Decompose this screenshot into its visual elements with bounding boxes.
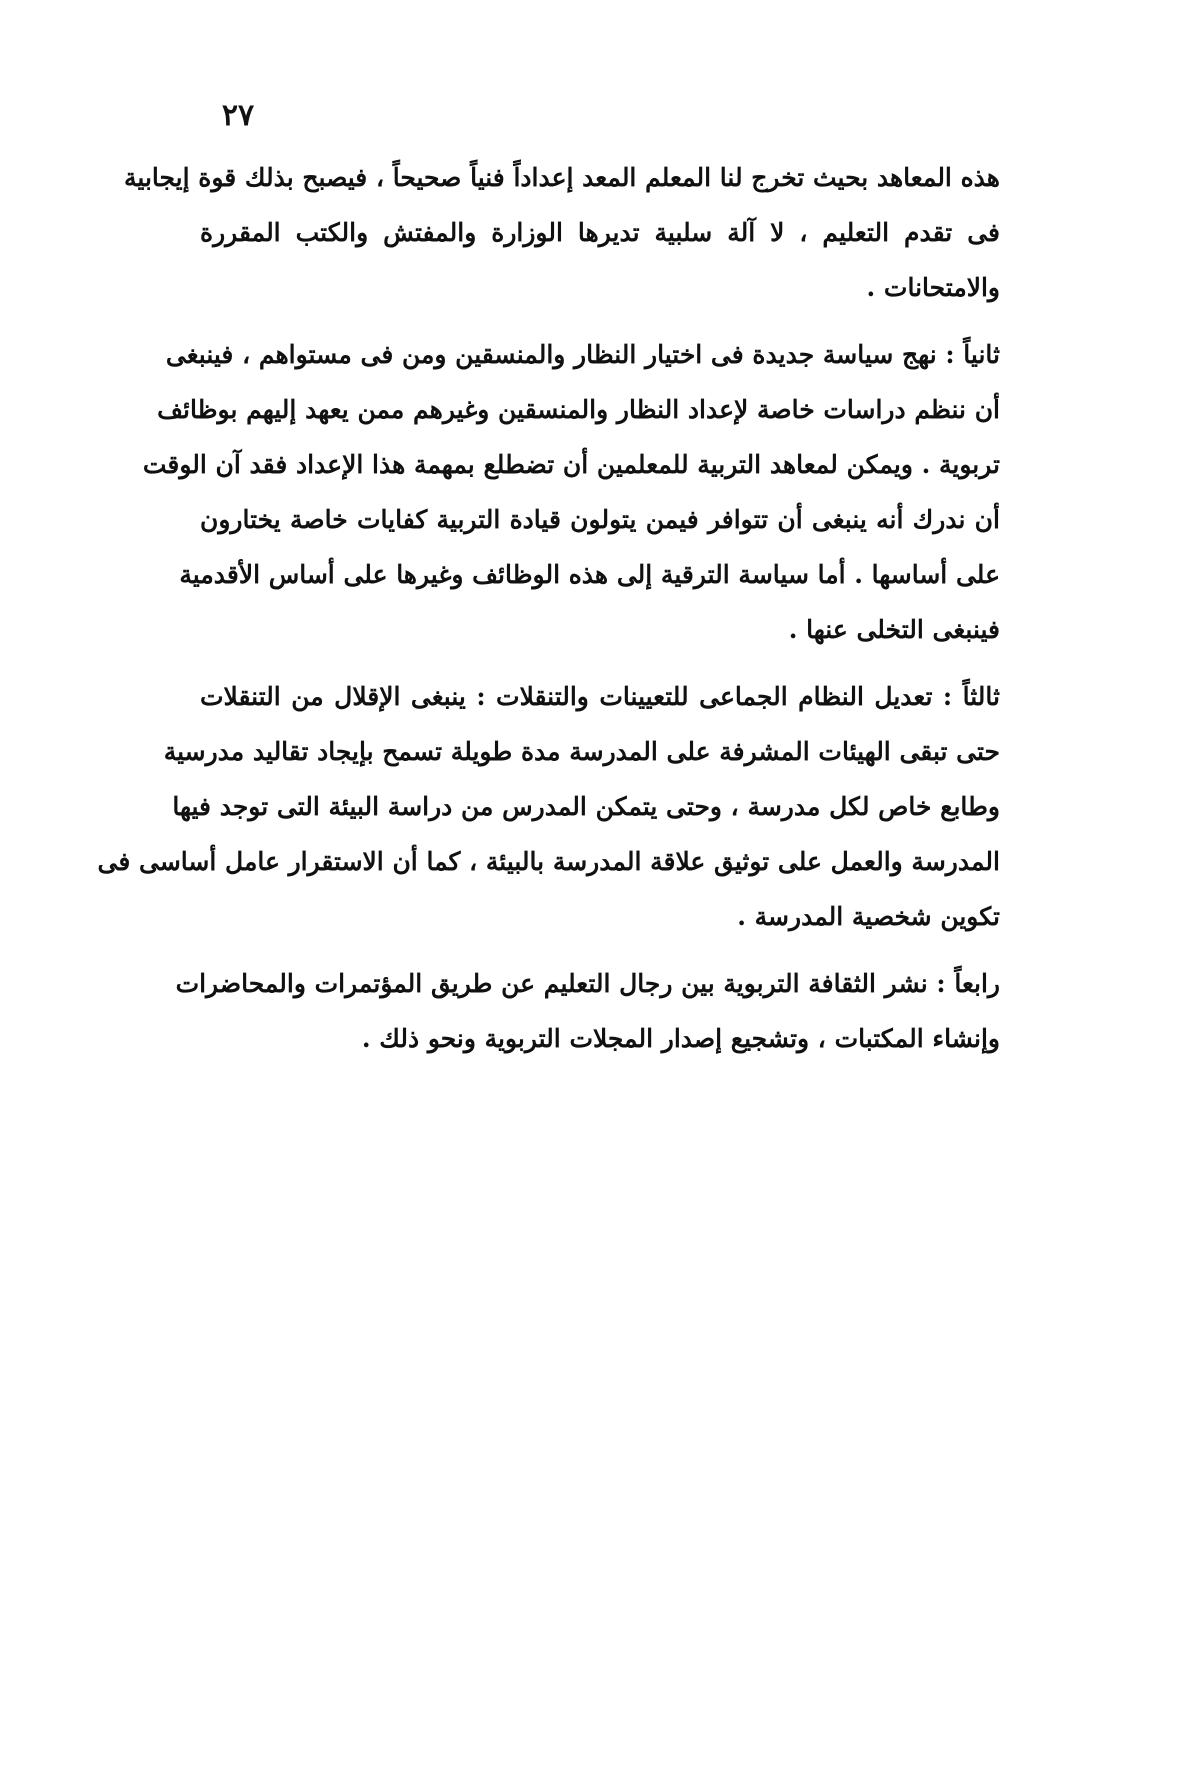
text-line: أن ننظم دراسات خاصة لإعداد النظار والمنسقين وغيرهم ممن يعهد إليهم بوظائف (157, 395, 1000, 424)
text-line: ثانياً : نهج سياسة جديدة فى اختيار النظار والمنسقين ومن فى مستواهم ، فينبغى (165, 340, 1000, 369)
text-line: حتى تبقى الهيئات المشرفة على المدرسة مدة طويلة تسمح بإيجاد تقاليد مدرسية (163, 737, 1000, 766)
paragraph-2 (142, 327, 1000, 657)
text-line: وطابع خاص لكل مدرسة ، وحتى يتمكن المدرس من دراسة البيئة التى توجد فيها (172, 792, 1000, 821)
text-line: فينبغى التخلى عنها . (788, 615, 1000, 644)
text-line: والامتحانات . (866, 273, 1000, 302)
text-line: رابعاً : نشر الثقافة التربوية بين رجال التعليم عن طريق المؤتمرات والمحاضرات (175, 969, 1000, 998)
paragraph-4 (175, 956, 1000, 1066)
text-line: تكوين شخصية المدرسة . (737, 902, 1000, 931)
text-line: هذه المعاهد بحيث تخرج لنا المعلم المعد إعداداً فنياً صحيحاً ، فيصبح بذلك قوة إيجابية (124, 163, 1000, 192)
paragraph-1 (124, 150, 1000, 315)
text-line: أن ندرك أنه ينبغى أن تتوافر فيمن يتولون قيادة التربية كفايات خاصة يختارون (200, 505, 1000, 534)
text-line: ثالثاً : تعديل النظام الجماعى للتعيينات والتنقلات : ينبغى الإقلال من التنقلات (200, 682, 1000, 711)
paragraph-3 (97, 669, 1000, 944)
body-text (97, 150, 1000, 1066)
page-number: ٢٧ (221, 98, 255, 133)
text-line: فى تقدم التعليم ، لا آلة سلبية تديرها الوزارة والمفتش والكتب المقررة (200, 218, 1000, 247)
text-line: تربوية . ويمكن لمعاهد التربية للمعلمين أن تضطلع بمهمة هذا الإعداد فقد آن الوقت (142, 450, 1000, 479)
text-line: المدرسة والعمل على توثيق علاقة المدرسة بالبيئة ، كما أن الاستقرار عامل أساسى فى (97, 847, 1000, 876)
text-line: على أساسها . أما سياسة الترقية إلى هذه الوظائف وغيرها على أساس الأقدمية (179, 560, 1000, 589)
text-line: وإنشاء المكتبات ، وتشجيع إصدار المجلات التربوية ونحو ذلك . (361, 1024, 1000, 1053)
